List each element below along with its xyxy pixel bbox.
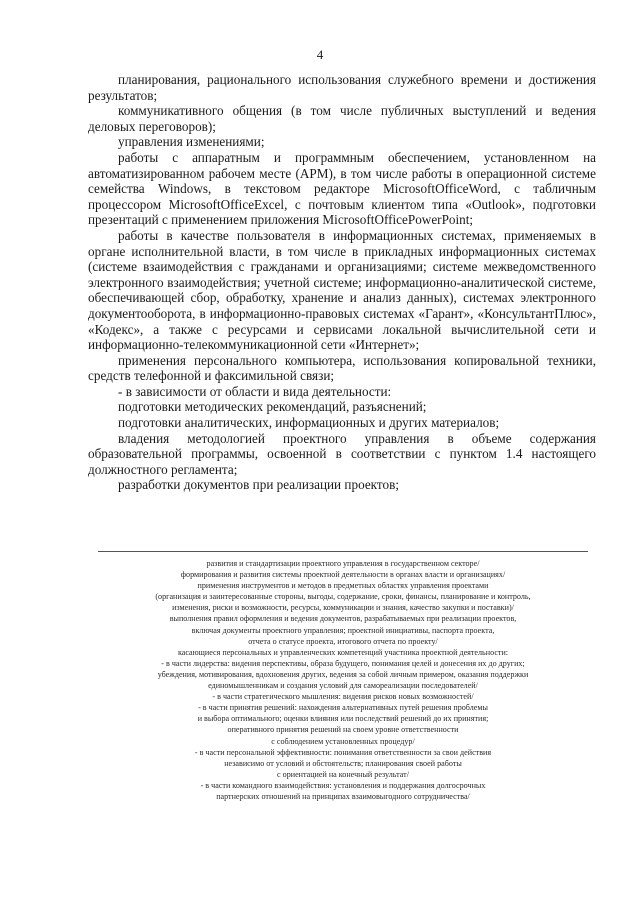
- paragraph: владения методологией проектного управления в объеме содержания образовательной программы, освоенной в соответствии с пунктом 1.4 настоящего должностного регламента;: [88, 430, 596, 477]
- page-number: 4: [316, 47, 324, 62]
- footnote-line: изменения, риски и возможности, ресурсы, коммуникации и знания, качество закупки и поставки)/: [172, 603, 514, 613]
- footnote-line: с соблюдением установленных процедур/: [271, 736, 415, 746]
- paragraph: работы с аппаратным и программным обеспечением, установленном на автоматизированном рабочем месте (АРМ), в том числе работы в операционной системе семейства Windows, в текстовом редакторе MicrosoftOfficeWord, с табличным процессором MicrosoftOfficeExcel, с почтовым клиентом типа «Outlook», подготовки презентаций с применением приложения MicrosoftOfficePowerPoint;: [88, 149, 596, 228]
- footnote-line: - в части командного взаимодействия: установления и поддержания долгосрочных: [200, 780, 486, 790]
- footnote-line: отчета о статусе проекта, итогового отчета по проекту/: [248, 636, 438, 646]
- footnote-line: касающиеся персональных и управленческих компетенций участника проектной деятельности:: [177, 647, 509, 657]
- footnote-line: с ориентацией на конечный результат/: [277, 769, 409, 779]
- footnote-line: - в части лидерства: видения перспективы, образа будущего, понимания целей и донесения их до других;: [161, 658, 525, 668]
- paragraph: подготовки методических рекомендаций, разъяснений;: [118, 399, 427, 415]
- paragraph: работы в качестве пользователя в информационных системах, применяемых в органе исполнительной власти, в том числе в прикладных информационных системах (системе взаимодействия с гражданами и организациями; системе межведомственного электронного взаимодействия; учетной системе; информационно-аналитической системе, обеспечивающей сбор, обработку, хранение и анализ данных), системах электронного документооборота, в информационно-правовых системах «Гарант», «КонсультантПлюс», «Кодекс», а также с ресурсами и сервисами локальной вычислительной сети и информационно-телекоммуникационной сети «Интернет»;: [88, 227, 596, 353]
- footnote-line: - в части персональной эффективности: понимания ответственности за свои действия: [194, 747, 492, 757]
- paragraph: применения персонального компьютера, использования копировальной техники, средств телефонной и факсимильной связи;: [88, 352, 596, 384]
- main-text: [88, 72, 596, 493]
- footnote-line: - в части стратегического мышления: видения рисков новых возможностей/: [212, 692, 474, 702]
- paragraph: планирования, рационального использования служебного времени и достижения результатов;: [88, 72, 596, 103]
- footnote-line: - в части принятия решений: нахождения альтернативных путей решения проблемы: [198, 703, 488, 713]
- footnote-line: и выбора оптимального; оценки влияния или последствий решений до их принятия;: [197, 714, 489, 724]
- footnote-line: партнерских отношений на принципах взаимовыгодного сотрудничества/: [216, 791, 470, 801]
- footnote-line: формирования и развития системы проектной деятельности в органах власти и организациях/: [180, 570, 506, 580]
- footnote-line: убеждения, мотивирования, вдохновения других, ведения за собой личным примером, оказания поддержки: [157, 669, 529, 679]
- footnote-line: (организация и заинтересованные стороны, выгоды, содержание, сроки, финансы, планирование и контроль,: [155, 592, 531, 602]
- paragraph: коммуникативного общения (в том числе публичных выступлений и ведения деловых переговоров);: [88, 103, 596, 134]
- paragraph: подготовки аналитических, информационных и других материалов;: [118, 415, 500, 431]
- footnote-line: единомышленникам и создания условий для самореализации последователей/: [208, 681, 478, 691]
- paragraph: управления изменениями;: [118, 134, 265, 150]
- footnote-line: применения инструментов и методов в предметных областях управления проектами: [197, 581, 489, 591]
- footnote-divider: [98, 551, 588, 552]
- footnote-line: развития и стандартизации проектного управления в государственном секторе/: [206, 559, 480, 568]
- paragraph: разработки документов при реализации проектов;: [118, 477, 399, 493]
- paragraph: - в зависимости от области и вида деятельности:: [118, 383, 392, 399]
- footnote-line: включая документы проектного управления; проектной инициативы, паспорта проекта,: [191, 625, 495, 635]
- footnote-line: выполнения правил оформления и ведения документов, разрабатываемых при реализации проектов,: [169, 614, 517, 624]
- footnote: [90, 558, 596, 802]
- footnote-line: независимо от условий и обстоятельств; планирования своей работы: [224, 758, 462, 768]
- footnote-line: оперативного принятия решений на своем уровне ответственности: [227, 725, 459, 735]
